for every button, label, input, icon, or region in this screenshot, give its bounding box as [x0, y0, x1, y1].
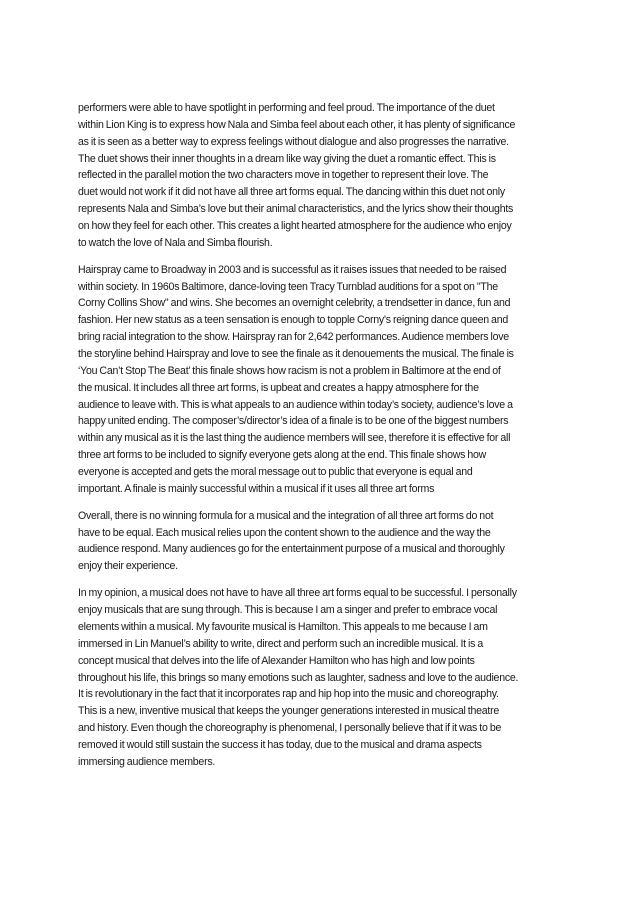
text-line: on how they feel for each other. This creates a light hearted atmosphere for the audience who enjoy [78, 219, 512, 232]
text-line: Corny Collins Show" and wins. She becomes an overnight celebrity, a trendsetter in dance, fun and [78, 297, 511, 310]
text-line: bring racial integration to the show. Hairspray ran for 2,642 performances. Audience members love [78, 331, 509, 344]
text-line: reflected in the parallel motion the two characters move in together to represent their love. The [78, 169, 489, 182]
text-line: enjoy their experience. [78, 560, 178, 573]
paragraph [78, 585, 566, 770]
text-line: within Lion King is to express how Nala and Simba feel about each other, it has plenty of significance [78, 118, 516, 131]
paragraph [78, 508, 566, 575]
text-line: duet would not work if it did not have all three art forms equal. The dancing within this duet not only [78, 186, 505, 199]
text-line: represents Nala and Simba’s love but their animal characteristics, and the lyrics show their thoughts [78, 203, 514, 216]
text-line: Hairspray came to Broadway in 2003 and is successful as it raises issues that needed to be raised [78, 263, 507, 276]
text-line: three art forms to be included to signify everyone gets along at the end. This finale shows how [78, 449, 487, 462]
text-line: elements within a musical. My favourite musical is Hamilton. This appeals to me because I am [78, 621, 488, 634]
text-line: audience respond. Many audiences go for the entertainment purpose of a musical and thoroughly [78, 543, 505, 556]
document-body [78, 100, 566, 771]
text-line: Overall, there is no winning formula for a musical and the integration of all three art forms do not [78, 509, 494, 522]
paragraph [78, 100, 566, 252]
text-line: the musical. It includes all three art forms, is upbeat and creates a happy atmosphere for the [78, 381, 479, 394]
text-line: immersed in Lin Manuel’s ability to write, direct and perform such an incredible musical. It is a [78, 637, 484, 650]
text-line: the storyline behind Hairspray and love to see the finale as it denouements the musical. The finale is [78, 348, 514, 360]
text-line: and history. Even though the choreography is phenomenal, I personally believe that if it was to be [78, 722, 502, 735]
paragraph [78, 262, 566, 498]
text-line: The duet shows their inner thoughts in a dream like way giving the duet a romantic effect. This is [78, 152, 496, 165]
text-line: removed it would still sustain the success it has today, due to the musical and drama aspects [78, 738, 482, 751]
text-line: This is a new, inventive musical that keeps the younger generations interested in musical theatre [78, 705, 499, 718]
text-line: In my opinion, a musical does not have to have all three art forms equal to be successful. I personally [78, 587, 517, 600]
text-line: important. A finale is mainly successful within a musical if it uses all three art forms [78, 482, 435, 495]
text-line: enjoy musicals that are sung through. This is because I am a singer and prefer to embrace vocal [78, 604, 498, 617]
text-line: ‘You Can’t Stop The Beat’ this finale shows how racism is not a problem in Baltimore at the end of [78, 364, 501, 377]
text-line: as it is seen as a better way to express feelings without dialogue and also progresses the narrative. [78, 135, 509, 148]
text-line: within society. In 1960s Baltimore, dance-loving teen Tracy Turnblad auditions for a spot on "The [78, 280, 498, 293]
text-line: immersing audience members. [78, 755, 216, 768]
text-line: audience to leave with. This is what appeals to an audience within today’s society, audience’s love a [78, 398, 513, 411]
text-line: performers were able to have spotlight in performing and feel proud. The importance of the duet [78, 102, 495, 114]
text-line: fashion. Her new status as a teen sensation is enough to topple Corny's reigning dance queen and [78, 314, 508, 327]
text-line: to watch the love of Nala and Simba flourish. [78, 236, 273, 249]
text-line: concept musical that delves into the life of Alexander Hamilton who has high and low points [78, 654, 475, 667]
text-line: happy united ending. The composer’s/director’s idea of a finale is to be one of the biggest numbers [78, 415, 509, 428]
text-line: within any musical as it is the last thing the audience members will see, therefore it is effective for all [78, 432, 511, 445]
text-line: everyone is accepted and gets the moral message out to public that everyone is equal and [78, 465, 473, 478]
text-line: have to be equal. Each musical relies upon the content shown to the audience and the way the [78, 526, 491, 539]
text-line: throughout his life, this brings so many emotions such as laughter, sadness and love to the audience. [78, 671, 519, 684]
text-line: It is revolutionary in the fact that it incorporates rap and hip hop into the music and choreography. [78, 688, 499, 701]
